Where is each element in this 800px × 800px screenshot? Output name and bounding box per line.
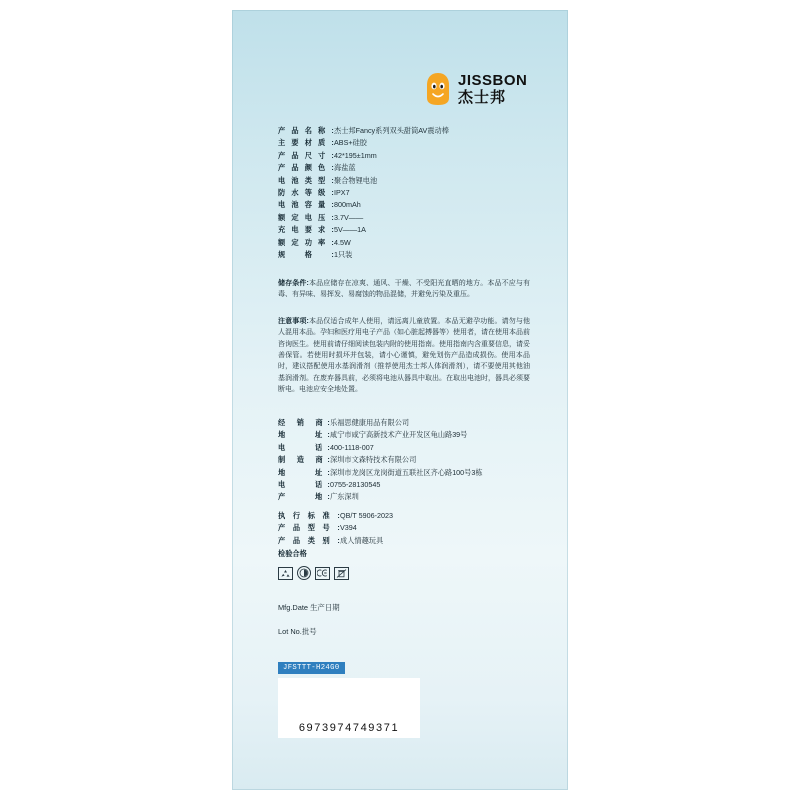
- cert-key: 执行标准:: [278, 511, 340, 520]
- spec-value: 5V——1A: [334, 225, 366, 235]
- spec-value: 3.7V——: [334, 212, 364, 222]
- company-row: [278, 468, 530, 478]
- company-key: 经 销 商:: [278, 418, 330, 427]
- spec-value: 800mAh: [334, 200, 361, 210]
- ce-mark-icon: [315, 567, 330, 580]
- company-row: [278, 443, 530, 453]
- cert-value: QB/T 5906-2023: [340, 511, 394, 520]
- notice-block: [278, 316, 530, 395]
- spec-key: 电池容量:: [278, 200, 334, 210]
- spec-row: [278, 126, 528, 136]
- spec-value: 海盐蓝: [334, 163, 356, 173]
- spec-value: 4.5W: [334, 237, 351, 247]
- spec-row: [278, 151, 528, 161]
- cert-key: 产品类别:: [278, 535, 340, 545]
- jissbon-mascot-icon: [424, 72, 452, 106]
- spec-key: 额定电压:: [278, 212, 334, 222]
- cert-key: 产品型号:: [278, 523, 340, 533]
- company-key: 地 址:: [278, 467, 330, 477]
- company-key: 电 话:: [278, 479, 330, 489]
- cert-value: 成人情趣玩具: [340, 535, 384, 545]
- spec-row: [278, 225, 528, 235]
- storage-text: 本品应储存在凉爽、通风、干燥、不受阳光直晒的地方。本品不应与有毒、有异味、易挥发、易腐蚀的物品混储，并避免污染及重压。: [278, 280, 530, 299]
- spec-row: [278, 176, 528, 186]
- company-key: 制 造 商:: [278, 455, 330, 465]
- company-value: 深圳市龙岗区龙岗街道五联社区齐心路100号3栋: [330, 467, 483, 477]
- cert-row: [278, 511, 530, 521]
- company-value: 深圳市文森特技术有限公司: [330, 455, 417, 465]
- spec-value: 42*195±1mm: [334, 150, 377, 160]
- waste-bin-icon: [334, 567, 349, 580]
- compliance-symbols: [278, 566, 349, 580]
- company-row: [278, 418, 530, 428]
- spec-row: [278, 213, 528, 223]
- inspection-passed-label: 检验合格: [278, 548, 307, 558]
- spec-key: 主要材质:: [278, 138, 334, 148]
- label-content: [232, 10, 568, 790]
- barcode-number: 6973974749371: [298, 722, 400, 734]
- green-dot-icon: [297, 566, 311, 580]
- spec-key: 额定功率:: [278, 237, 334, 247]
- company-key: 电 话:: [278, 442, 330, 452]
- cert-value: V394: [340, 523, 357, 533]
- spec-key: 充电要求:: [278, 225, 334, 235]
- specification-table: [278, 126, 528, 262]
- cert-row: [278, 523, 530, 533]
- spec-row: [278, 250, 528, 260]
- spec-row: [278, 200, 528, 210]
- spec-row: [278, 188, 528, 198]
- spec-value: ABS+硅胶: [334, 138, 367, 148]
- mfg-date-label: Mfg.Date 生产日期: [278, 603, 340, 612]
- brand-chinese-name: 杰士邦: [458, 89, 507, 106]
- spec-key: 产品颜色:: [278, 163, 334, 173]
- product-label-panel: [232, 10, 568, 790]
- spec-value: 1只装: [334, 249, 353, 259]
- company-key: 产 地:: [278, 492, 330, 502]
- company-row: [278, 480, 530, 490]
- spec-value: IPX7: [334, 187, 350, 197]
- lot-no-label: Lot No.批号: [278, 627, 317, 636]
- brand-latin-name: JISSBON: [458, 72, 528, 89]
- notice-text: 本品仅适合成年人使用，请远离儿童放置。本品无避孕功能。请勿与他人混用本品。孕妇和医疗用电子产品（如心脏起搏器等）使用者，请在使用本品前咨询医生。使用前请仔细阅读包装内附的使用指南。使用指南内含重要信息，请妥善保管。若使用时损坏并包装，请小心谨慎，避免划伤产品造成损伤。使用本品时，建议搭配使用水基润滑剂（推荐使用杰士邦人体润滑剂），请不要使用其他油基润滑剂。在废弃器具前，必须将电池从器具中取出。在取出电池时，器具必须要断电。电池应安全地处置。: [278, 318, 530, 393]
- cert-row: [278, 536, 530, 546]
- spec-value: 杰士邦Fancy系列双头甜筒AV震动棒: [334, 126, 449, 135]
- company-row: [278, 492, 530, 502]
- spec-key: 规格:: [278, 249, 334, 259]
- spec-value: 聚合物锂电池: [334, 175, 378, 185]
- storage-conditions-block: [278, 278, 530, 301]
- spec-key: 防水等级:: [278, 187, 334, 197]
- company-key: 地 址:: [278, 430, 330, 440]
- company-value: 咸宁市咸宁高新技术产业开发区龟山路39号: [330, 430, 468, 440]
- spec-row: [278, 163, 528, 173]
- company-row: [278, 455, 530, 465]
- storage-title: 储存条件:: [278, 280, 309, 287]
- company-row: [278, 430, 530, 440]
- spec-key: 电池类型:: [278, 175, 334, 185]
- internal-code-chip: JFSTTT-H24G0: [278, 662, 345, 674]
- company-value: 0755-28130545: [330, 479, 381, 489]
- certification-table: [278, 511, 530, 559]
- company-value: 广东深圳: [330, 492, 359, 502]
- company-value: 400-1118-007: [330, 442, 374, 452]
- notice-title: 注意事项:: [278, 318, 309, 325]
- spec-key: 产品尺寸:: [278, 150, 334, 160]
- recycle-icon: [278, 567, 293, 580]
- spec-row: [278, 238, 528, 248]
- brand-text: [458, 73, 527, 105]
- company-value: 乐福思健康用品有限公司: [330, 418, 410, 427]
- spec-key: 产品名称:: [278, 126, 334, 135]
- spec-row: [278, 138, 528, 148]
- company-info-table: [278, 418, 530, 505]
- brand-logo: [424, 72, 527, 106]
- barcode-block: [278, 678, 420, 738]
